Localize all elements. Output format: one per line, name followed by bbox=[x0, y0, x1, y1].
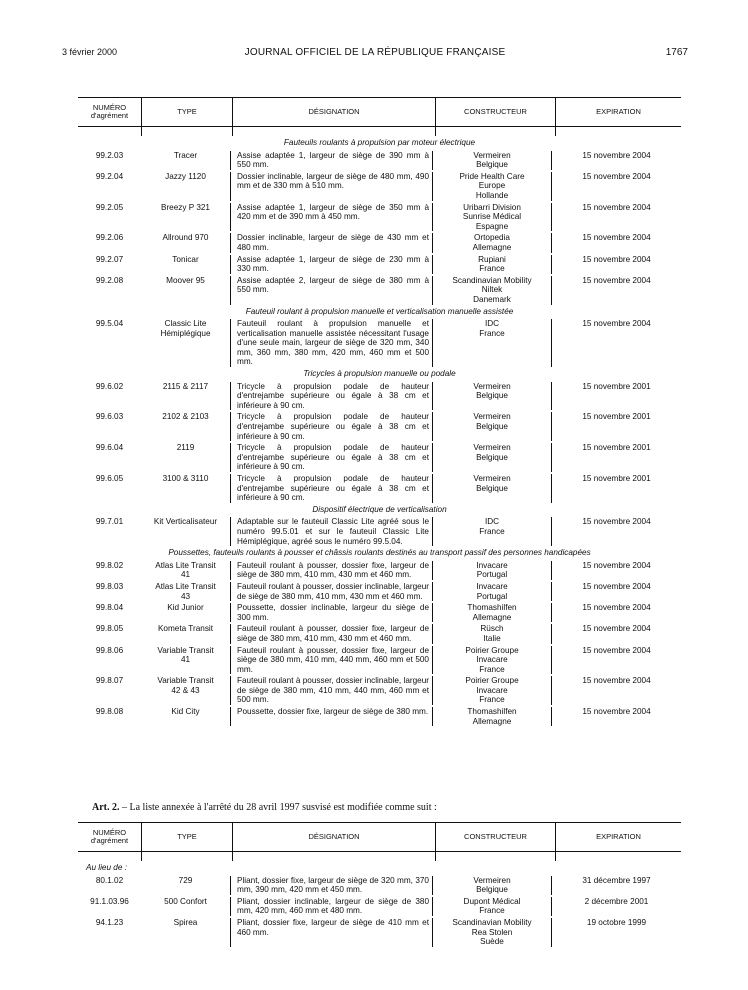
expiration-date: 19 octobre 1999 bbox=[586, 917, 647, 927]
expiration-date: 15 novembre 2004 bbox=[582, 707, 651, 717]
device-type: Allround 970 bbox=[141, 233, 231, 252]
device-type: Variable Transit 42 & 43 bbox=[141, 676, 231, 705]
col-header-numero: NUMÉRO d'agrément bbox=[78, 98, 142, 126]
manufacturer: Dupont Médical France bbox=[433, 897, 552, 916]
expiration-date: 31 décembre 1997 bbox=[582, 875, 651, 885]
approval-number: 80.1.02 bbox=[95, 875, 124, 885]
manufacturer: Invacare Portugal bbox=[433, 582, 552, 601]
expiration-date: 15 novembre 2004 bbox=[582, 202, 651, 212]
approval-number: 99.6.02 bbox=[95, 381, 124, 391]
table-row bbox=[78, 517, 681, 546]
article-2 bbox=[92, 802, 437, 813]
device-designation: Dossier inclinable, largeur de siège de 480 mm, 490 mm et de 330 mm à 510 mm. bbox=[231, 172, 433, 201]
table-row bbox=[78, 582, 681, 601]
approval-number: 99.2.07 bbox=[95, 254, 124, 264]
table-row bbox=[78, 676, 681, 705]
approval-number: 99.8.02 bbox=[95, 560, 124, 570]
expiration-date: 15 novembre 2004 bbox=[582, 275, 651, 285]
approval-number: 99.5.04 bbox=[95, 319, 124, 329]
device-designation: Pliant, dossier fixe, largeur de siège de 410 mm et 460 mm. bbox=[231, 918, 433, 947]
col-header-constructeur: CONSTRUCTEUR bbox=[436, 823, 556, 851]
device-designation: Tricycle à propulsion podale de hauteur d'entrejambe supérieure ou égale à 38 cm et inférieure à 90 cm. bbox=[231, 382, 433, 411]
manufacturer: Poirier Groupe Invacare France bbox=[433, 646, 552, 675]
approval-number: 94.1.23 bbox=[95, 917, 124, 927]
device-type: 2102 & 2103 bbox=[141, 412, 231, 441]
device-designation: Tricycle à propulsion podale de hauteur d'entrejambe supérieure ou égale à 38 cm et inférieure à 90 cm. bbox=[231, 443, 433, 472]
header-page-number: 1767 bbox=[665, 47, 688, 58]
table-row bbox=[78, 443, 681, 472]
col-header-designation: DÉSIGNATION bbox=[233, 98, 436, 126]
approval-number: 99.2.03 bbox=[95, 150, 124, 160]
col-header-type: TYPE bbox=[142, 823, 233, 851]
approval-number: 99.6.04 bbox=[95, 443, 124, 453]
device-type: Moover 95 bbox=[141, 276, 231, 305]
table-row bbox=[78, 707, 681, 726]
table-header bbox=[78, 822, 681, 852]
manufacturer: Ortopedia Allemagne bbox=[433, 233, 552, 252]
expiration-date: 15 novembre 2004 bbox=[582, 645, 651, 655]
expiration-date: 15 novembre 2004 bbox=[582, 603, 651, 613]
device-type: 2119 bbox=[141, 443, 231, 472]
section-title: Fauteuil roulant à propulsion manuelle et verticalisation manuelle assistée bbox=[245, 306, 514, 316]
manufacturer: Invacare Portugal bbox=[433, 561, 552, 580]
expiration-date: 15 novembre 2004 bbox=[582, 676, 651, 686]
device-type: Tonicar bbox=[141, 255, 231, 274]
table-row bbox=[78, 624, 681, 643]
device-designation: Assise adaptée 1, largeur de siège de 350 mm à 420 mm et de 390 mm à 450 mm. bbox=[231, 203, 433, 232]
manufacturer: IDC France bbox=[433, 517, 552, 546]
section-title: Tricycles à propulsion manuelle ou podale bbox=[303, 369, 456, 379]
device-designation: Assise adaptée 1, largeur de siège de 390 mm à 550 mm. bbox=[231, 151, 433, 170]
device-designation: Assise adaptée 1, largeur de siège de 230 mm à 330 mm. bbox=[231, 255, 433, 274]
table-row bbox=[78, 276, 681, 305]
device-type: Kometa Transit bbox=[141, 624, 231, 643]
manufacturer: Pride Health Care Europe Hollande bbox=[433, 172, 552, 201]
manufacturer: Thomashilfen Allemagne bbox=[433, 707, 552, 726]
approval-number: 99.2.08 bbox=[95, 275, 124, 285]
device-type: 3100 & 3110 bbox=[141, 474, 231, 503]
device-type: Atlas Lite Transit 43 bbox=[141, 582, 231, 601]
table-row bbox=[78, 603, 681, 622]
manufacturer: Scandinavian Mobility Niltek Danemark bbox=[433, 276, 552, 305]
expiration-date: 15 novembre 2004 bbox=[582, 171, 651, 181]
manufacturer: IDC France bbox=[433, 319, 552, 367]
table-row bbox=[78, 233, 681, 252]
device-designation: Tricycle à propulsion podale de hauteur d'entrejambe supérieure ou égale à 38 cm et inférieure à 90 cm. bbox=[231, 412, 433, 441]
device-designation: Adaptable sur le fauteuil Classic Lite agréé sous le numéro 99.5.01 et sur le fauteuil Classic Lite Hémiplégique, agréé sous le numéro 99.5.04. bbox=[231, 517, 433, 546]
device-type: Spirea bbox=[141, 918, 231, 947]
device-designation: Fauteuil roulant à pousser, dossier inclinable, largeur de siège de 380 mm, 410 mm, 430 mm et 460 mm. bbox=[231, 582, 433, 601]
device-type: Atlas Lite Transit 41 bbox=[141, 561, 231, 580]
header-date: 3 février 2000 bbox=[62, 47, 118, 57]
device-designation: Poussette, dossier fixe, largeur de siège de 380 mm. bbox=[231, 707, 433, 726]
approval-number: 99.8.07 bbox=[95, 676, 124, 686]
approval-number: 99.8.03 bbox=[95, 581, 124, 591]
device-designation: Fauteuil roulant à pousser, dossier fixe, largeur de siège de 380 mm, 410 mm, 430 mm et 460 mm. bbox=[231, 624, 433, 643]
header-journal-title: JOURNAL OFFICIEL DE LA RÉPUBLIQUE FRANÇAISE bbox=[244, 47, 506, 58]
device-type: Breezy P 321 bbox=[141, 203, 231, 232]
device-type: Kid City bbox=[141, 707, 231, 726]
table-row bbox=[78, 319, 681, 367]
table-row bbox=[78, 203, 681, 232]
approval-table-2 bbox=[78, 822, 681, 949]
table-header bbox=[78, 97, 681, 127]
expiration-date: 15 novembre 2004 bbox=[582, 624, 651, 634]
approval-number: 91.1.03.96 bbox=[90, 896, 129, 906]
device-type: Variable Transit 41 bbox=[141, 646, 231, 675]
table-row bbox=[78, 918, 681, 947]
device-type: Kid Junior bbox=[141, 603, 231, 622]
expiration-date: 15 novembre 2004 bbox=[582, 517, 651, 527]
table-row bbox=[78, 474, 681, 503]
manufacturer: Vermeiren Belgique bbox=[433, 382, 552, 411]
expiration-date: 15 novembre 2004 bbox=[582, 150, 651, 160]
manufacturer: Vermeiren Belgique bbox=[433, 412, 552, 441]
approval-number: 99.6.05 bbox=[95, 474, 124, 483]
approval-number: 99.2.06 bbox=[95, 233, 124, 243]
col-header-constructeur: CONSTRUCTEUR bbox=[436, 98, 556, 126]
col-header-expiration: EXPIRATION bbox=[596, 832, 641, 841]
table-row bbox=[78, 151, 681, 170]
header-spacer bbox=[78, 852, 681, 861]
device-designation: Pliant, dossier fixe, largeur de siège de 320 mm, 370 mm, 390 mm, 420 mm et 450 mm. bbox=[231, 876, 433, 895]
expiration-date: 15 novembre 2001 bbox=[582, 474, 651, 483]
approval-number: 99.8.08 bbox=[95, 707, 124, 717]
approval-number: 99.8.05 bbox=[95, 624, 124, 634]
approval-number: 99.8.06 bbox=[95, 645, 124, 655]
device-designation: Fauteuil roulant à propulsion manuelle et verticalisation manuelle assistée nécessitant l'usage d'une seule main, largeur de siège de 320 mm, 340 mm, 360 mm, 380 mm, 420 mm, 460 mm et 500 mm. bbox=[231, 319, 433, 367]
manufacturer: Rupiani France bbox=[433, 255, 552, 274]
table-row bbox=[78, 897, 681, 916]
approval-number: 99.8.04 bbox=[95, 603, 124, 613]
device-type: 2115 & 2117 bbox=[141, 382, 231, 411]
table-row bbox=[78, 255, 681, 274]
col-header-designation: DÉSIGNATION bbox=[233, 823, 436, 851]
table-row bbox=[78, 646, 681, 675]
au-lieu-de-label: Au lieu de : bbox=[86, 863, 127, 872]
article-2-label: Art. 2. bbox=[92, 802, 120, 813]
section-title: Dispositif électrique de verticalisation bbox=[312, 504, 447, 514]
approval-table-1 bbox=[78, 97, 681, 728]
device-designation: Poussette, dossier inclinable, largeur du siège de 300 mm. bbox=[231, 603, 433, 622]
expiration-date: 15 novembre 2004 bbox=[582, 319, 651, 329]
approval-number: 99.6.03 bbox=[95, 412, 124, 422]
expiration-date: 15 novembre 2004 bbox=[582, 254, 651, 264]
article-2-text: – La liste annexée à l'arrêté du 28 avril 1997 susvisé est modifiée comme suit : bbox=[119, 802, 437, 813]
header-spacer bbox=[78, 127, 681, 136]
table-row bbox=[78, 172, 681, 201]
manufacturer: Thomashilfen Allemagne bbox=[433, 603, 552, 622]
approval-number: 99.2.04 bbox=[95, 171, 124, 181]
device-type: 729 bbox=[141, 876, 231, 895]
manufacturer: Vermeiren Belgique bbox=[433, 474, 552, 503]
approval-number: 99.7.01 bbox=[95, 517, 124, 527]
section-title: Fauteuils roulants à propulsion par moteur électrique bbox=[283, 138, 476, 147]
device-designation: Dossier inclinable, largeur de siège de 430 mm et 480 mm. bbox=[231, 233, 433, 252]
col-header-numero: NUMÉRO d'agrément bbox=[78, 823, 142, 851]
table-row bbox=[78, 561, 681, 580]
table-row bbox=[78, 412, 681, 441]
approval-number: 99.2.05 bbox=[95, 202, 124, 212]
device-designation: Fauteuil roulant à pousser, dossier fixe, largeur de siège de 380 mm, 410 mm, 430 mm et 460 mm. bbox=[231, 561, 433, 580]
device-type: Classic Lite Hémiplégique bbox=[141, 319, 231, 367]
device-designation: Fauteuil roulant à pousser, dossier fixe, largeur de siège de 380 mm, 410 mm, 440 mm, 460 mm et 500 mm. bbox=[231, 646, 433, 675]
expiration-date: 15 novembre 2001 bbox=[582, 381, 651, 391]
table-row bbox=[78, 382, 681, 411]
expiration-date: 15 novembre 2001 bbox=[582, 412, 651, 422]
col-header-expiration: EXPIRATION bbox=[596, 107, 641, 116]
device-designation: Fauteuil roulant à pousser, dossier inclinable, largeur de siège de 380 mm, 410 mm, 440 mm, 460 mm et 500 mm. bbox=[231, 676, 433, 705]
table-row bbox=[78, 876, 681, 895]
expiration-date: 2 décembre 2001 bbox=[584, 896, 649, 906]
device-type: Kit Verticalisateur bbox=[141, 517, 231, 546]
device-type: 500 Confort bbox=[141, 897, 231, 916]
manufacturer: Rüsch Italie bbox=[433, 624, 552, 643]
col-header-type: TYPE bbox=[142, 98, 233, 126]
manufacturer: Poirier Groupe Invacare France bbox=[433, 676, 552, 705]
manufacturer: Uribarri Division Sunrise Médical Espagne bbox=[433, 203, 552, 232]
manufacturer: Vermeiren Belgique bbox=[433, 876, 552, 895]
device-designation: Assise adaptée 2, largeur de siège de 380 mm à 550 mm. bbox=[231, 276, 433, 305]
expiration-date: 15 novembre 2004 bbox=[582, 581, 651, 591]
expiration-date: 15 novembre 2004 bbox=[582, 233, 651, 243]
expiration-date: 15 novembre 2001 bbox=[582, 443, 651, 453]
device-type: Tracer bbox=[141, 151, 231, 170]
manufacturer: Scandinavian Mobility Rea Stolen Suède bbox=[433, 918, 552, 947]
device-type: Jazzy 1120 bbox=[141, 172, 231, 201]
section-title: Poussettes, fauteuils roulants à pousser et châssis roulants destinés au transport passif des personnes handicapées bbox=[168, 548, 591, 558]
device-designation: Pliant, dossier inclinable, largeur de siège de 380 mm, 420 mm, 460 mm et 480 mm. bbox=[231, 897, 433, 916]
expiration-date: 15 novembre 2004 bbox=[582, 560, 651, 570]
manufacturer: Vermeiren Belgique bbox=[433, 443, 552, 472]
device-designation: Tricycle à propulsion podale de hauteur d'entrejambe supérieure ou égale à 38 cm et inférieure à 90 cm. bbox=[231, 474, 433, 503]
manufacturer: Vermeiren Belgique bbox=[433, 151, 552, 170]
